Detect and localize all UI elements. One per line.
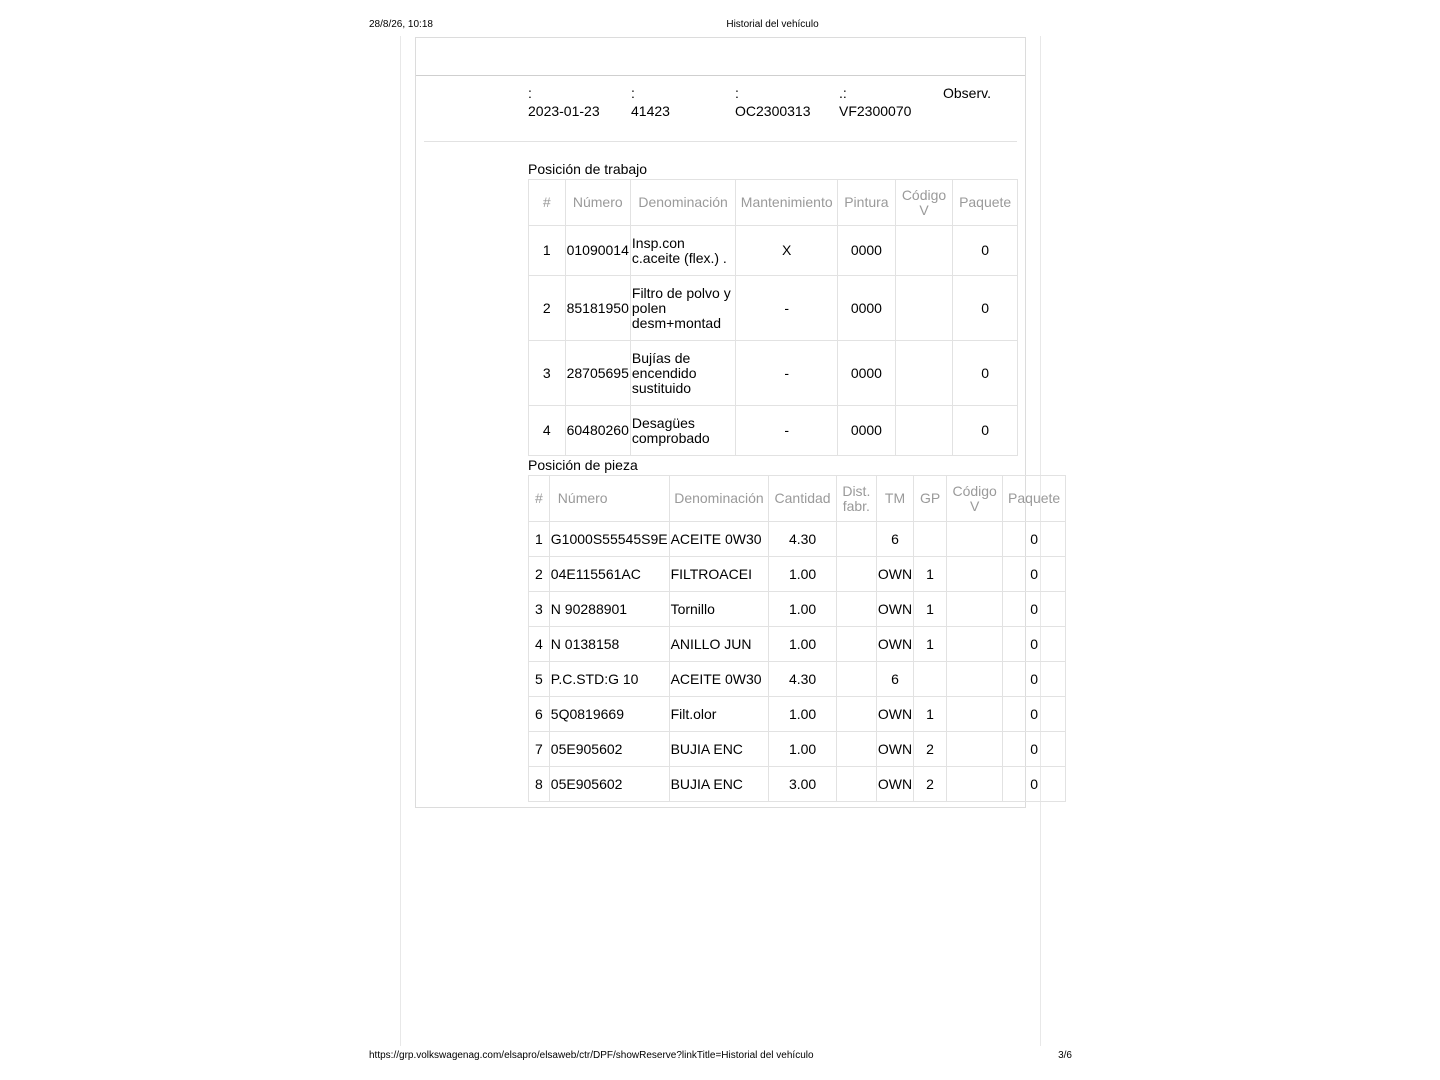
col-tm: TM [876,476,913,522]
col-index: # [529,180,566,226]
table-row: 3 28705695 Bujías de encendido sustituido - 0000 0 [529,341,1018,406]
table-row: 2 04E115561AC FILTROACEI 1.00 OWN 1 0 [529,557,1066,592]
card-header-divider [416,75,1025,76]
parts-table-header [529,476,1066,522]
table-row: 6 5Q0819669 Filt.olor 1.00 OWN 1 0 [529,697,1066,732]
col-package: Paquete [1003,476,1066,522]
col-maintenance: Mantenimiento [736,180,838,226]
col-paint: Pintura [838,180,896,226]
col-code-v: Código V [947,476,1003,522]
col-denomination: Denominación [630,180,735,226]
col-quantity: Cantidad [769,476,836,522]
table-row: 3 N 90288901 Tornillo 1.00 OWN 1 0 [529,592,1066,627]
col-number: Número [549,476,669,522]
col-code-v: Código V [895,180,953,226]
col-denomination: Denominación [669,476,769,522]
meta-invoice: .: VF2300070 [839,85,912,119]
print-page-number: 3/6 [1058,1050,1072,1061]
work-section-title: Posición de trabajo [528,161,648,177]
col-gp: GP [914,476,947,522]
table-row: 2 85181950 Filtro de polvo y polen desm+montad - 0000 0 [529,276,1018,341]
meta-date: : 2023-01-23 [528,85,600,119]
meta-order: : OC2300313 [735,85,811,119]
table-row: 5 P.C.STD:G 10 ACEITE 0W30 4.30 6 0 [529,662,1066,697]
col-dist-fabr: Dist. fabr. [836,476,876,522]
table-row: 4 N 0138158 ANILLO JUN 1.00 OWN 1 0 [529,627,1066,662]
table-row: 1 01090014 Insp.con c.aceite (flex.) . X 0000 0 [529,226,1018,276]
table-row: 1 G1000S55545S9E ACEITE 0W30 4.30 6 0 [529,522,1066,557]
meta-number: : 41423 [631,85,670,119]
table-row: 8 05E905602 BUJIA ENC 3.00 OWN 2 0 [529,767,1066,802]
print-title: Historial del vehículo [726,19,819,30]
table-row: 4 60480260 Desagües comprobado - 0000 0 [529,406,1018,456]
col-index: # [529,476,550,522]
col-number: Número [565,180,630,226]
table-row: 7 05E905602 BUJIA ENC 1.00 OWN 2 0 [529,732,1066,767]
parts-section-title: Posición de pieza [528,457,638,473]
meta-divider [424,141,1017,142]
col-package: Paquete [953,180,1018,226]
work-table-header [529,180,1018,226]
print-url: https://grp.volkswagenag.com/elsapro/elsaweb/ctr/DPF/showReserve?linkTitle=Historial del vehículo [369,1050,814,1061]
print-datetime: 28/8/26, 10:18 [369,19,433,30]
meta-observations: Observ. [943,85,991,101]
page-border-left [400,36,401,1046]
work-table [528,179,1018,456]
parts-table [528,475,1066,802]
